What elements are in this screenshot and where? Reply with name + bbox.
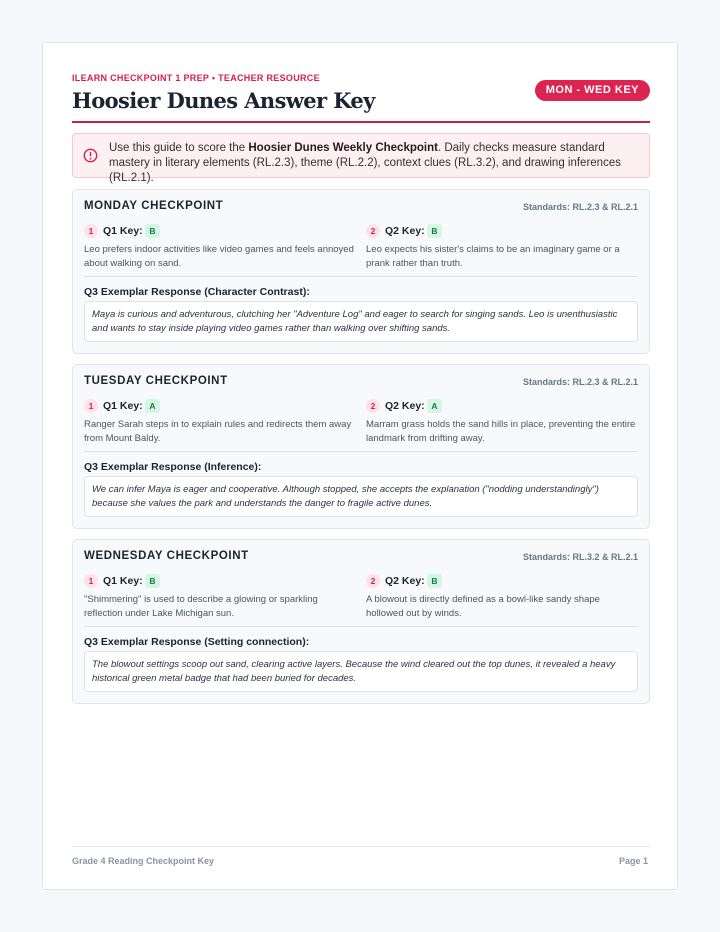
question-key-label: Q1 Key: <box>103 400 143 412</box>
question-number-badge: 2 <box>366 574 380 588</box>
answer-badge: B <box>145 574 160 588</box>
alert-text-intro: Use this guide to score the <box>109 142 249 154</box>
q3-exemplar-label: Q3 Exemplar Response (Character Contrast): <box>84 286 310 298</box>
resource-eyebrow: ILEARN CHECKPOINT 1 PREP • TEACHER RESOURCE <box>72 73 320 83</box>
checkpoint-standards: Standards: RL.2.3 & RL.2.1 <box>522 202 638 212</box>
q3-exemplar-response: Maya is curious and adventurous, clutching her "Adventure Log" and eager to search for singing sands. Leo is unenthusiastic and wants to stay inside playing video games rather than walking over shifting sands. <box>84 301 638 342</box>
checkpoint-title: MONDAY CHECKPOINT <box>84 200 224 212</box>
answer-explanation: Marram grass holds the sand hills in place, preventing the entire landmark from drifting away. <box>366 419 636 444</box>
footer-divider <box>72 846 650 847</box>
question-key-label: Q1 Key: <box>103 225 143 237</box>
answer-explanation: Leo prefers indoor activities like video games and feels annoyed about walking on sand. <box>84 244 354 269</box>
divider <box>84 451 638 452</box>
q1-key <box>84 574 356 620</box>
question-key-label: Q2 Key: <box>385 225 425 237</box>
answer-badge: B <box>427 574 442 588</box>
question-number-badge: 2 <box>366 224 380 238</box>
document-header <box>72 70 650 123</box>
question-key-label: Q2 Key: <box>385 400 425 412</box>
divider <box>84 276 638 277</box>
footer-course-label: Grade 4 Reading Checkpoint Key <box>72 856 215 866</box>
answer-explanation: Leo expects his sister's claims to be an imaginary game or a prank rather than truth. <box>366 244 620 269</box>
alert-text-details: . Daily checks measure standard mastery in literary elements (RL.2.3), theme (RL.2.2), context clues (RL.3.2), and drawing inferences (RL.2.1). <box>109 142 621 184</box>
question-number-badge: 1 <box>84 224 98 238</box>
answer-explanation: Ranger Sarah steps in to explain rules and redirects them away from Mount Baldy. <box>84 419 352 444</box>
q1-key <box>84 224 356 270</box>
footer-page-number: Page 1 <box>618 856 648 866</box>
answer-key-page <box>42 42 678 890</box>
alert-checkpoint-name: Hoosier Dunes Weekly Checkpoint <box>248 142 438 154</box>
wednesday-checkpoint-card <box>72 539 650 704</box>
scoring-guide-alert <box>72 133 650 184</box>
alert-circle-icon <box>83 148 98 163</box>
question-number-badge: 1 <box>84 399 98 413</box>
answer-badge: A <box>427 399 442 413</box>
answer-explanation: "Shimmering" is used to describe a glowing or sparkling reflection under Lake Michigan sun. <box>84 594 318 619</box>
q3-exemplar-response: We can infer Maya is eager and cooperative. Although stopped, she accepts the explanation ("nodding understandingly") because she values the park and understands the danger to fragile active dunes. <box>84 476 638 517</box>
page-title: Hoosier Dunes Answer Key <box>72 88 375 113</box>
monday-checkpoint-card <box>72 189 650 354</box>
divider <box>84 626 638 627</box>
q3-exemplar-label: Q3 Exemplar Response (Setting connection): <box>84 636 310 648</box>
answer-explanation: A blowout is directly defined as a bowl-like sandy shape hollowed out by winds. <box>366 594 600 619</box>
question-key-label: Q1 Key: <box>103 575 143 587</box>
q2-key <box>366 399 638 445</box>
q2-key <box>366 224 638 270</box>
q3-exemplar-response: The blowout settings scoop out sand, clearing active layers. Because the wind cleared out the top dunes, it revealed a heavy historical green metal badge that had been buried for decades. <box>84 651 638 692</box>
question-number-badge: 2 <box>366 399 380 413</box>
key-range-badge: MON - WED KEY <box>535 80 650 101</box>
checkpoint-title: WEDNESDAY CHECKPOINT <box>84 550 249 562</box>
checkpoint-standards: Standards: RL.2.3 & RL.2.1 <box>522 377 638 387</box>
answer-badge: B <box>145 224 160 238</box>
q2-key <box>366 574 638 620</box>
q3-exemplar-label: Q3 Exemplar Response (Inference): <box>84 461 262 473</box>
question-key-label: Q2 Key: <box>385 575 425 587</box>
alert-text <box>109 141 645 186</box>
checkpoint-standards: Standards: RL.3.2 & RL.2.1 <box>522 552 638 562</box>
checkpoint-title: TUESDAY CHECKPOINT <box>84 375 228 387</box>
answer-badge: B <box>427 224 442 238</box>
tuesday-checkpoint-card <box>72 364 650 529</box>
q1-key <box>84 399 356 445</box>
question-number-badge: 1 <box>84 574 98 588</box>
answer-badge: A <box>145 399 160 413</box>
